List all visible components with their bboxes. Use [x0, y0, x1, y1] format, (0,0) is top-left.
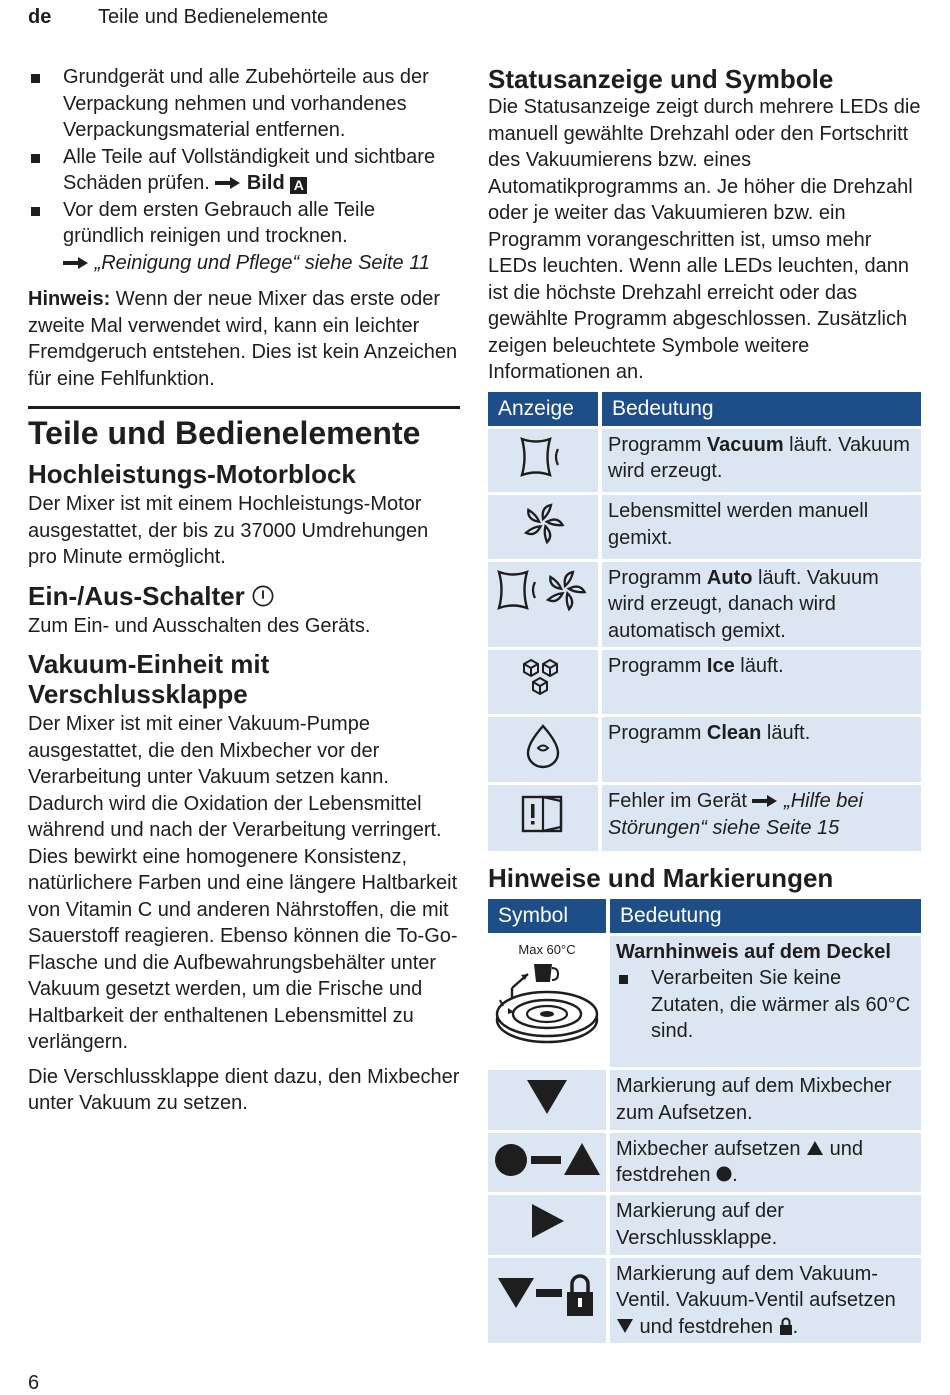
column-header: Bedeutung — [610, 899, 921, 933]
triangle-down-icon — [524, 1076, 570, 1116]
vacuum-icon — [518, 435, 568, 479]
table-row: Markierung auf dem Vakuum-Ventil. Vakuum-Ventil aufsetzen und festdrehen . — [488, 1255, 921, 1344]
vacuum-heading: Vakuum-Einheit mit Verschlussklappe — [28, 649, 270, 709]
column-header: Anzeige — [488, 392, 602, 426]
table-row: Programm Ice läuft. — [488, 647, 921, 714]
lid-warning-icon — [492, 958, 602, 1054]
table-row: Markierung auf dem Mixbecher zum Aufsetzen. — [488, 1067, 921, 1130]
arrow-right-icon — [63, 256, 89, 270]
triangle-down-icon — [616, 1318, 634, 1334]
list-item: Alle Teile auf Vollständigkeit und sichtbare Schäden prüfen. Bild A — [28, 144, 460, 197]
page-header — [28, 6, 328, 29]
marks-table — [488, 899, 921, 1344]
column-header: Symbol — [488, 899, 610, 933]
table-row: Fehler im Gerät „Hilfe bei Störungen“ siehe Seite 15 — [488, 782, 921, 851]
marks-heading: Hinweise und Markierungen — [488, 862, 834, 893]
list-item: Grundgerät und alle Zubehörteile aus der Verpackung nehmen und vorhandenes Verpackungsmaterial entfernen. — [28, 64, 460, 144]
valve-lock-icon — [496, 1268, 598, 1318]
triangle-up-icon — [806, 1140, 824, 1156]
power-icon — [252, 585, 274, 607]
door-alert-icon — [518, 791, 568, 837]
switch-heading: Ein-/Aus-Schalter — [28, 581, 460, 611]
language-code: de — [28, 6, 52, 28]
drop-icon — [518, 723, 568, 769]
page-number: 6 — [28, 1372, 40, 1394]
arrow-right-icon — [215, 176, 241, 190]
motor-heading: Hochleistungs-Motorblock — [28, 459, 356, 489]
right-column — [488, 64, 921, 1343]
left-column — [28, 64, 460, 1117]
vacuum-fan-icon — [497, 568, 589, 612]
cross-reference: „Reinigung und Pflege“ siehe Seite 11 — [94, 251, 430, 274]
section-divider — [28, 406, 460, 409]
table-row: Programm Clean läuft. — [488, 714, 921, 783]
triangle-right-icon — [524, 1201, 570, 1241]
column-header: Bedeutung — [602, 392, 921, 426]
arrow-right-icon — [752, 794, 778, 808]
section-title: Teile und Bedienelemente — [28, 415, 421, 451]
status-heading: Statusanzeige und Symbole — [488, 64, 834, 94]
motor-text: Der Mixer ist mit einem Hochleistungs-Motor ausgestattet, der bis zu 37000 Umdrehungen pro Minute ermöglicht. — [28, 493, 429, 568]
note: Hinweis: Wenn der neue Mixer das erste oder zweite Mal verwendet wird, kann ein leichter Fremdgeruch entstehen. Dies ist kein Anzeichen für eine Fehlfunktion. — [28, 288, 458, 390]
figure-letter: A — [290, 177, 307, 194]
list-item: Verarbeiten Sie keine Zutaten, die wärmer als 60°C sind. — [616, 965, 915, 1045]
flap-text: Die Verschlussklappe dient dazu, den Mixbecher unter Vakuum zu setzen. — [28, 1065, 460, 1114]
table-row — [488, 933, 921, 1068]
circle-icon — [716, 1166, 732, 1182]
table-row: Lebensmittel werden manuell gemixt. — [488, 492, 921, 559]
status-table — [488, 392, 921, 851]
lid-warning-title: Warnhinweis auf dem Deckel — [616, 940, 891, 963]
vacuum-text: Der Mixer ist mit einer Vakuum-Pumpe ausgestattet, die den Mixbecher vor der Verarbeitung unter Vakuum setzen kann. Dadurch wird die Oxidation der Lebensmittel während und nach der Verarbeitung verringert. Dies bewirkt eine homogenere Konsistenz, natürlichere Farben und eine längere Haltbarkeit von Vitamin C und anderen Nährstoffen, die mit Sauerstoff reagieren. Ebenso können die To-Go-Flasche und die Aufbewahrungsbehälter unter Vakuum gesetzt werden, um die Frische und Haltbarkeit der enthaltenen Lebensmittel zu verlängern. — [28, 713, 458, 1053]
table-row: Mixbecher aufsetzen und festdrehen . — [488, 1130, 921, 1193]
lock-icon — [779, 1317, 793, 1335]
fan-icon — [518, 501, 568, 545]
list-item: Vor dem ersten Gebrauch alle Teile gründlich reinigen und trocknen. „Reinigung und Pflege“ siehe Seite 11 — [28, 197, 460, 277]
table-row: Programm Vacuum läuft. Vakuum wird erzeugt. — [488, 426, 921, 493]
lid-temp-label: Max 60°C — [518, 941, 576, 957]
header-section: Teile und Bedienelemente — [98, 6, 329, 28]
unpack-steps — [28, 64, 460, 276]
status-text: Die Statusanzeige zeigt durch mehrere LEDs die manuell gewählte Drehzahl oder den Fortschritt des Vakuumierens bzw. eines Automatikprogramms an. Je höher die Drehzahl oder je weiter das Vakuumieren bzw. ein Programm vorangeschritten ist, umso mehr LEDs leuchten. Wenn alle LEDs leuchten, dann ist die höchste Drehzahl erreicht oder das gewählte Programm abgeschlossen. Zusätzlich zeigen beleuchtete Symbole weitere Informationen an. — [488, 96, 921, 383]
table-row: Programm Auto läuft. Vakuum wird erzeugt, danach wird automatisch gemixt. — [488, 559, 921, 648]
switch-text: Zum Ein- und Ausschalten des Geräts. — [28, 614, 371, 637]
figure-ref: Bild — [246, 172, 285, 194]
circle-bar-triangle-icon — [493, 1139, 601, 1179]
ice-cubes-icon — [518, 656, 568, 700]
table-row: Markierung auf der Verschlussklappe. — [488, 1192, 921, 1255]
